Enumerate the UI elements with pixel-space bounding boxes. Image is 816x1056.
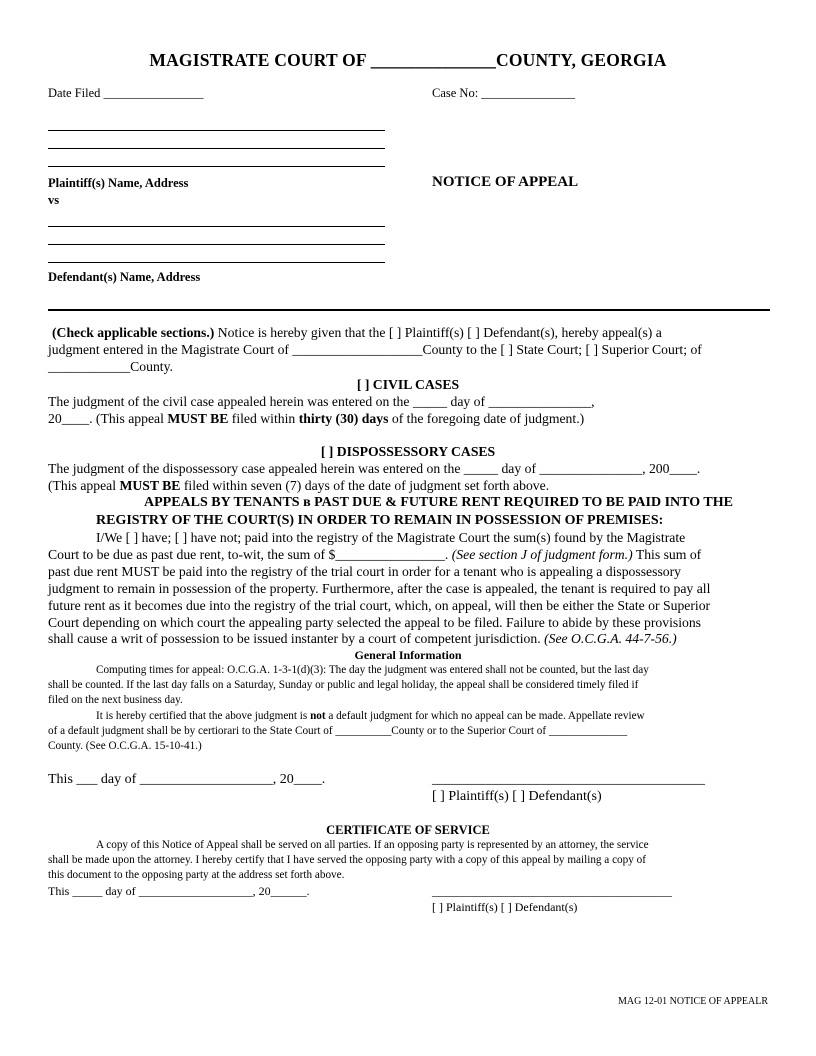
case-number-field[interactable]: Case No: _______________ [432,86,576,100]
court-title: MAGISTRATE COURT OF ______________COUNTY, GEORGIA [149,50,667,70]
plaintiff-line-2[interactable] [48,148,385,149]
defendant-line-3[interactable] [48,262,385,263]
general-line-6: County. (See O.C.G.A. 15-10-41.) [48,740,202,753]
tenant-body-2a: Court to be due as past due rent, to-wit, the sum of $________________. [48,546,452,562]
tenant-body-2c: This sum of [632,546,702,562]
intro-line-3: ____________County. [48,358,173,374]
tenant-body-5: future rent as it becomes due into the registry of the trial court, which, on appeal, will then be either the State or Superior [48,597,711,613]
civil-line-1: The judgment of the civil case appealed herein was entered on the _____ day of _______________, [48,394,595,409]
intro-line-1: Notice is hereby given that the [ ] Plaintiff(s) [ ] Defendant(s), hereby appeal(s) a [214,325,662,340]
tenant-body-4: judgment to remain in possession of the property. Furthermore, after the case is appealed, the tenant is required to pay all [48,580,711,596]
appeal-date-line[interactable]: This ___ day of ___________________, 20____. [48,772,326,787]
tenant-body-6: Court depending on which court the appealing party selected the appeal to be filed. Failure to abide by these provisions [48,614,702,630]
tenant-heading-1: APPEALS BY TENANTS ʙ PAST DUE & FUTURE RENT REQUIRED TO BE PAID INTO THE [144,495,733,510]
certificate-heading: CERTIFICATE OF SERVICE [326,823,490,837]
general-line-3: filed on the next business day. [48,694,183,707]
defendant-line-2[interactable] [48,244,385,245]
civil-thirty-days: thirty (30) days [298,410,389,426]
dispossessory-line-2a: (This appeal [48,477,120,493]
appeal-signature-line[interactable]: _______________________________________ [432,772,705,787]
general-info-heading: General Information [354,648,462,662]
general-line-4a: It is hereby certified that the above judgment is [96,709,311,722]
dispossessory-line-2c: filed within seven (7) days of the date of judgment set forth above. [180,477,550,493]
certificate-line-3: this document to the opposing party at the address set forth above. [48,869,345,882]
civil-must-be: MUST BE [167,410,229,426]
tenant-body-2b: (See section J of judgment form.) [451,546,633,562]
header-divider [48,309,770,311]
tenant-body-3: past due rent MUST be paid into the registry of the trial court in order for a tenant who is appealing a dispossessory [48,563,682,579]
civil-line-2a: 20____. (This appeal [48,410,168,426]
intro-section [48,325,702,376]
versus-label: vs [48,193,60,207]
general-info-section [48,663,649,754]
plaintiff-line-1[interactable] [48,130,385,131]
appeal-party-select[interactable]: [ ] Plaintiff(s) [ ] Defendant(s) [432,789,602,804]
check-sections-label: (Check applicable sections.) [52,325,215,340]
certificate-section [48,838,649,884]
general-line-2: shall be counted. If the last day falls on a Saturday, Sunday or public and legal holiday, the appeal shall be considered timely filed if [48,679,639,692]
civil-line-2c: filed within [228,410,299,426]
certificate-party-select[interactable]: [ ] Plaintiff(s) [ ] Defendant(s) [432,900,578,914]
general-line-4c: a default judgment for which no appeal can be made. Appellate review [325,709,645,722]
general-line-5: of a default judgment shall be by certiorari to the State Court of __________County or to the Superior Court of ______________ [48,724,628,737]
defendant-label: Defendant(s) Name, Address [48,270,201,284]
dispossessory-section [48,461,700,495]
date-filed-field[interactable]: Date Filed ________________ [48,86,204,100]
plaintiff-label: Plaintiff(s) Name, Address [48,176,189,190]
civil-section [48,394,595,428]
intro-line-2: judgment entered in the Magistrate Court of ___________________County to the [ ] State Court; [ ] Superior Court; of [48,341,702,357]
general-line-1: Computing times for appeal: O.C.G.A. 1-3-1(d)(3): The day the judgment was entered shall not be counted, but the last day [96,664,649,676]
defendant-line-1[interactable] [48,226,385,227]
dispossessory-must-be: MUST BE [119,477,181,493]
civil-cases-heading[interactable]: [ ] CIVIL CASES [356,377,460,392]
tenant-body-1: I/We [ ] have; [ ] have not; paid into the registry of the Magistrate Court the sum(s) found by the Magistrate [96,530,686,545]
certificate-signature-line[interactable]: ________________________________________ [432,884,672,898]
plaintiff-line-3[interactable] [48,166,385,167]
tenant-body-7a: shall cause a writ of possession to be issued instanter by a court of competent jurisdiction. [48,631,545,647]
tenant-heading-2: REGISTRY OF THE COURT(S) IN ORDER TO REMAIN IN POSSESSION OF PREMISES: [96,513,664,528]
tenant-body-7b: (See O.C.G.A. 44-7-56.) [544,631,677,647]
certificate-line-2: shall be made upon the attorney. I hereby certify that I have served the opposing party with a copy of this appeal by mailing a copy of [48,854,646,867]
civil-line-2e: of the foregoing date of judgment.) [388,410,585,426]
tenant-body [48,530,710,648]
form-footer: MAG 12-01 NOTICE OF APPEALR [617,996,768,1007]
certificate-date-line[interactable]: This _____ day of ___________________, 20______. [48,884,310,898]
dispossessory-heading[interactable]: [ ] DISPOSSESSORY CASES [320,444,496,459]
general-not: not [310,709,326,722]
notice-title: NOTICE OF APPEAL [432,174,579,190]
certificate-line-1: A copy of this Notice of Appeal shall be served on all parties. If an opposing party is represented by an attorney, the service [96,839,649,851]
dispossessory-line-1: The judgment of the dispossessory case appealed herein was entered on the _____ day of _______________, 200____. [48,461,701,476]
